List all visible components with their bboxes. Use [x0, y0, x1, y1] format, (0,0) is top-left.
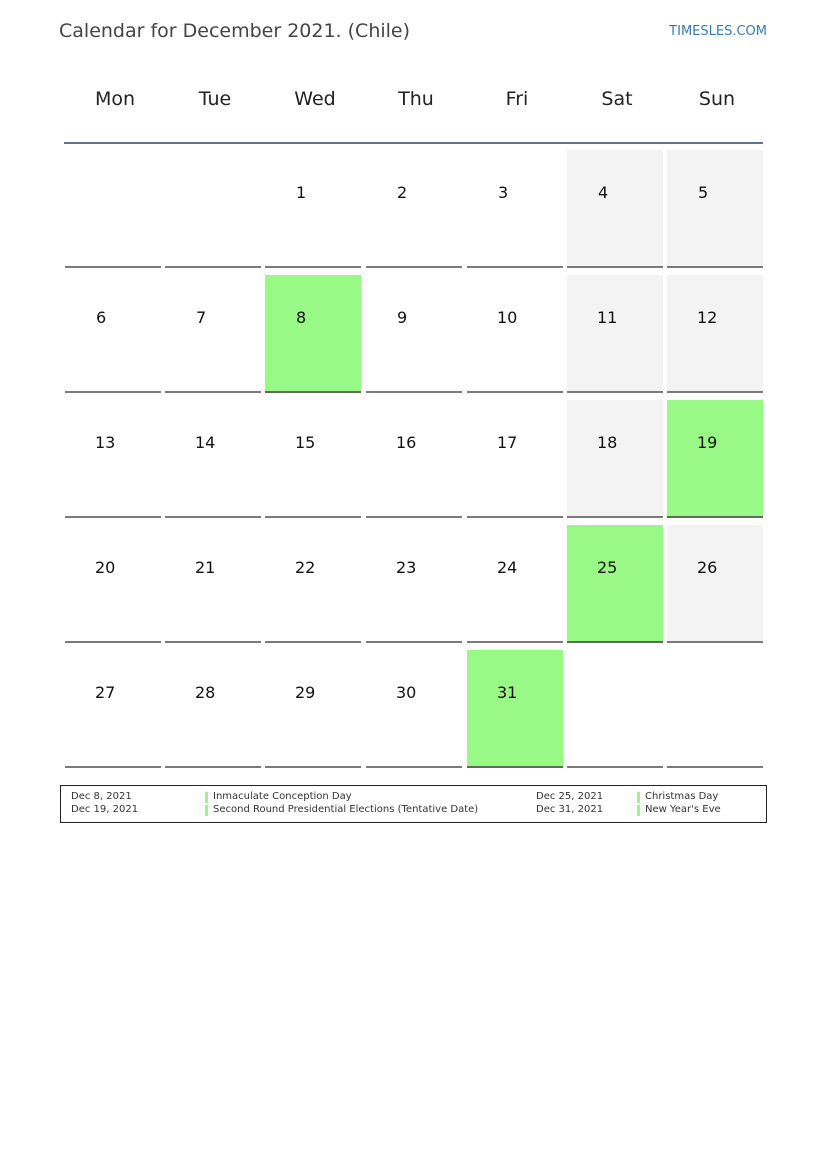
day-number: 26 [697, 558, 718, 577]
day-number: 24 [497, 558, 518, 577]
empty-day-cell [667, 650, 763, 768]
day-number: 20 [95, 558, 116, 577]
day-cell-31 [467, 650, 563, 768]
day-number: 18 [597, 433, 618, 452]
day-cell-14 [165, 400, 261, 518]
day-cell-16 [366, 400, 462, 518]
day-cell-20 [65, 525, 161, 643]
day-number: 28 [195, 683, 216, 702]
day-cell-3 [467, 150, 563, 268]
day-number: 15 [295, 433, 316, 452]
day-cell-18 [567, 400, 663, 518]
day-number: 6 [96, 308, 107, 327]
day-cell-12 [667, 275, 763, 393]
day-number: 29 [295, 683, 316, 702]
legend-date: Dec 31, 2021 [536, 804, 604, 815]
day-number: 3 [498, 183, 509, 202]
legend-holiday-name: Second Round Presidential Elections (Tentative Date) [213, 804, 479, 815]
day-number: 1 [296, 183, 307, 202]
day-number: 11 [597, 308, 618, 327]
legend-color-marker [637, 792, 640, 803]
legend-holiday-name: Inmaculate Conception Day [213, 791, 352, 802]
day-number: 19 [697, 433, 718, 452]
day-number: 9 [397, 308, 408, 327]
day-number: 25 [597, 558, 618, 577]
day-cell-5 [667, 150, 763, 268]
weekday-sun: Sun [698, 88, 736, 110]
legend-holiday-name: Christmas Day [645, 791, 719, 802]
day-number: 17 [497, 433, 518, 452]
legend-color-marker [637, 805, 640, 816]
legend-color-marker [205, 792, 208, 803]
day-number: 2 [397, 183, 408, 202]
day-number: 14 [195, 433, 216, 452]
day-cell-19 [667, 400, 763, 518]
day-cell-28 [165, 650, 261, 768]
legend-holiday-name: New Year's Eve [645, 804, 721, 815]
day-cell-6 [65, 275, 161, 393]
day-number: 12 [697, 308, 718, 327]
day-number: 30 [396, 683, 417, 702]
day-number: 22 [295, 558, 316, 577]
legend-date: Dec 8, 2021 [71, 791, 132, 802]
day-cell-26 [667, 525, 763, 643]
day-cell-27 [65, 650, 161, 768]
holiday-legend [60, 785, 767, 823]
weekday-header-row [62, 88, 765, 120]
legend-date: Dec 19, 2021 [71, 804, 139, 815]
day-number: 7 [196, 308, 207, 327]
day-number: 8 [296, 308, 307, 327]
weekday-tue: Tue [198, 88, 232, 110]
legend-date: Dec 25, 2021 [536, 791, 604, 802]
day-cell-30 [366, 650, 462, 768]
day-cell-11 [567, 275, 663, 393]
empty-day-cell [567, 650, 663, 768]
weekday-thu: Thu [398, 88, 434, 110]
day-cell-29 [265, 650, 361, 768]
day-number: 13 [95, 433, 116, 452]
day-cell-22 [265, 525, 361, 643]
day-cell-21 [165, 525, 261, 643]
weekday-sat: Sat [601, 88, 633, 110]
empty-day-cell [165, 150, 261, 268]
day-number: 21 [195, 558, 216, 577]
header-rule [64, 142, 763, 144]
day-number: 31 [497, 683, 518, 702]
page-title: Calendar for December 2021. (Chile) [59, 20, 411, 42]
day-cell-25 [567, 525, 663, 643]
day-cell-23 [366, 525, 462, 643]
weekday-fri: Fri [505, 88, 529, 110]
empty-day-cell [65, 150, 161, 268]
day-cell-8 [265, 275, 361, 393]
day-cell-10 [467, 275, 563, 393]
brand-link[interactable]: TIMESLES.COM [669, 24, 767, 39]
day-number: 16 [396, 433, 417, 452]
day-number: 10 [497, 308, 518, 327]
day-cell-4 [567, 150, 663, 268]
day-cell-24 [467, 525, 563, 643]
weekday-mon: Mon [94, 88, 136, 110]
day-cell-7 [165, 275, 261, 393]
day-number: 4 [598, 183, 609, 202]
legend-color-marker [205, 805, 208, 816]
day-cell-13 [65, 400, 161, 518]
weekday-wed: Wed [294, 88, 336, 110]
day-cell-2 [366, 150, 462, 268]
day-cell-9 [366, 275, 462, 393]
day-cell-17 [467, 400, 563, 518]
day-cell-1 [265, 150, 361, 268]
day-number: 27 [95, 683, 116, 702]
day-number: 5 [698, 183, 709, 202]
day-number: 23 [396, 558, 417, 577]
day-cell-15 [265, 400, 361, 518]
